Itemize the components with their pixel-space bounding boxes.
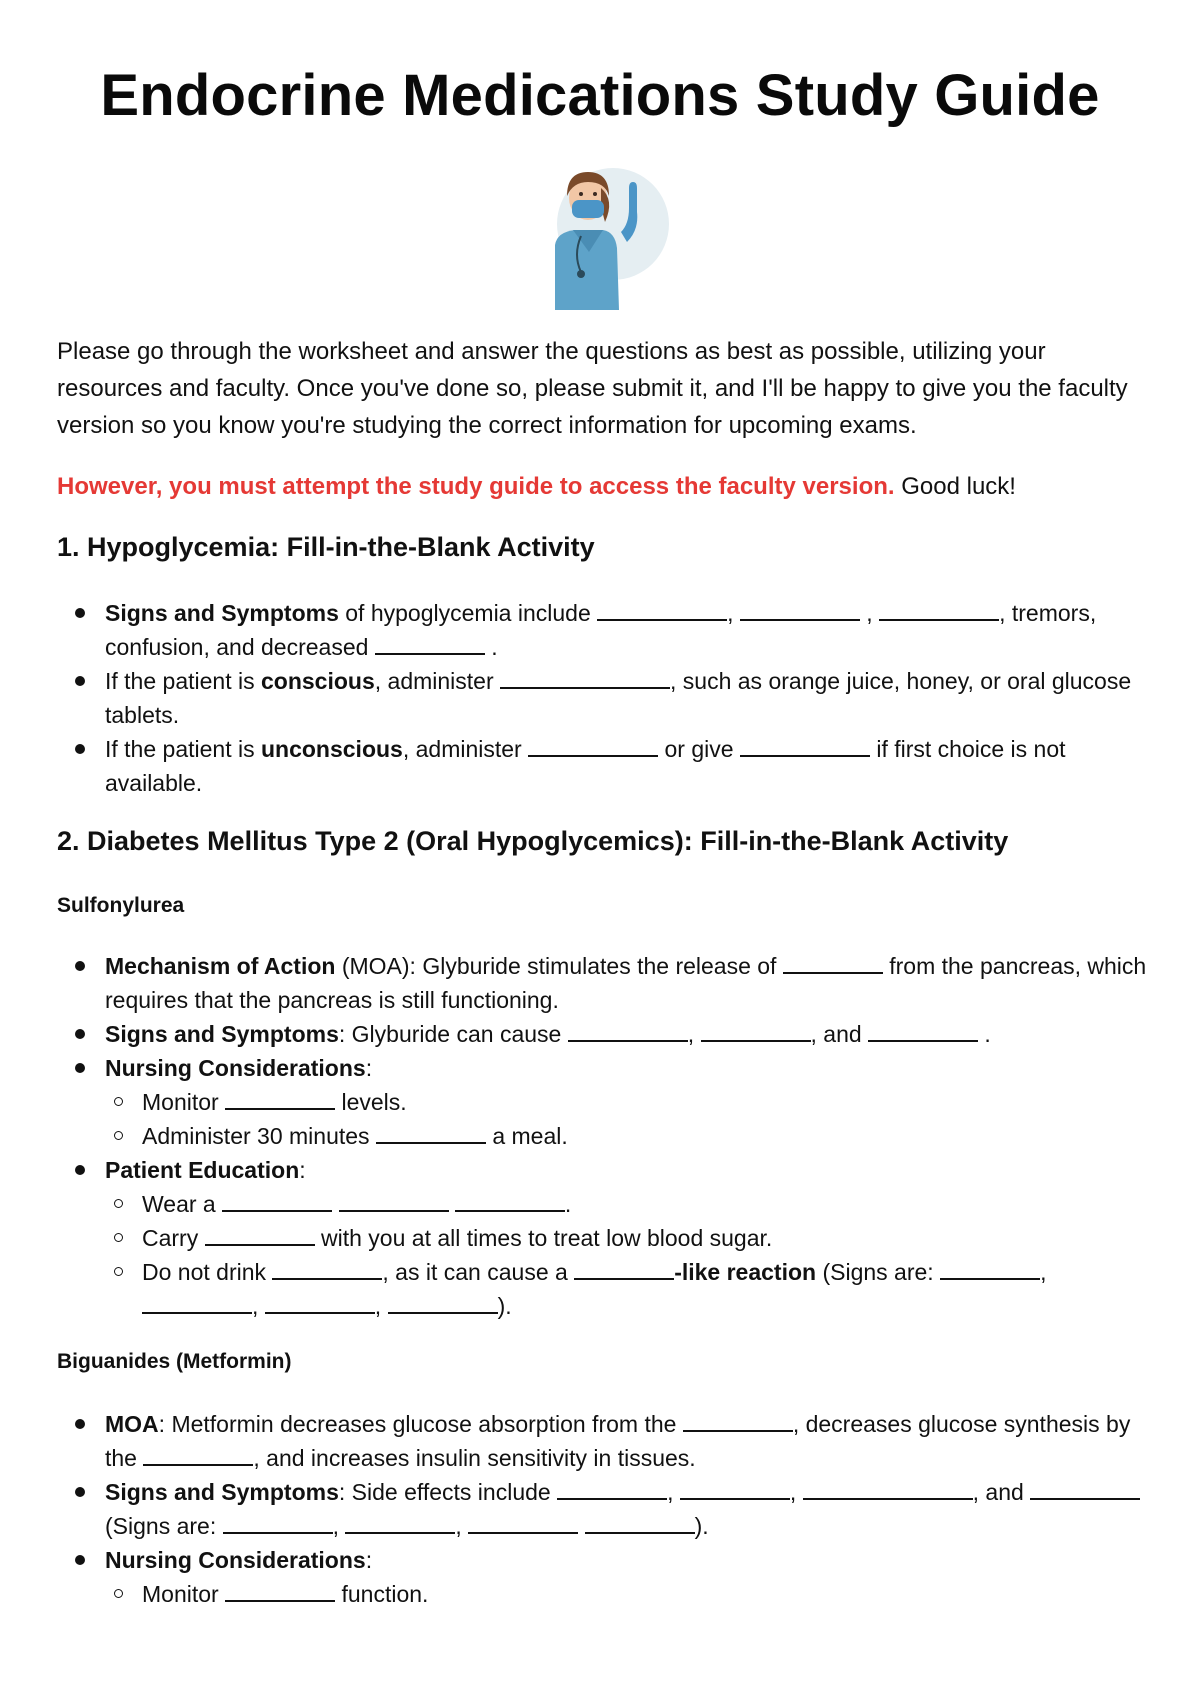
answer-blank[interactable] [223,1510,333,1534]
sub-list-item: Monitor levels. [105,1085,1157,1119]
nursing-considerations-list [105,1577,1157,1611]
answer-blank[interactable] [528,733,658,757]
answer-blank[interactable] [597,597,727,621]
subheading-biguanides: Biguanides (Metformin) [57,1350,292,1373]
answer-blank[interactable] [272,1256,382,1280]
answer-blank[interactable] [345,1510,455,1534]
nurse-illustration-icon [545,160,675,310]
sub-list-item: Carry with you at all times to treat low blood sugar. [105,1221,1157,1255]
sulfonylurea-list [57,949,1157,1323]
answer-blank[interactable] [783,950,883,974]
answer-blank[interactable] [468,1510,578,1534]
answer-blank[interactable] [557,1476,667,1500]
answer-blank[interactable] [574,1256,674,1280]
intro-paragraph: Please go through the worksheet and answer the questions as best as possible, utilizing your resources and faculty. Once you've done so, please submit it, and I'll be happy to give you the faculty version so you know you're studying the correct information for upcoming exams. [57,338,1128,439]
answer-blank[interactable] [680,1476,790,1500]
subheading-sulfonylurea: Sulfonylurea [57,894,185,917]
list-item: Signs and Symptoms of hypoglycemia include , , , tremors, confusion, and decreased . [57,596,1157,664]
answer-blank[interactable] [222,1188,332,1212]
answer-blank[interactable] [225,1578,335,1602]
list-item: Signs and Symptoms: Glyburide can cause , , and . [57,1017,1157,1051]
access-notice [57,468,1157,505]
answer-blank[interactable] [683,1408,793,1432]
answer-blank[interactable] [205,1222,315,1246]
answer-blank[interactable] [376,1120,486,1144]
answer-blank[interactable] [740,597,860,621]
list-item: Patient Education: Wear a . Carry with you at all times to treat low blood sugar. Do not drink , as it can cause a -like reaction (Signs are: , , , ). [57,1153,1157,1323]
answer-blank[interactable] [803,1476,973,1500]
answer-blank[interactable] [143,1442,253,1466]
answer-blank[interactable] [455,1188,565,1212]
page-title: Endocrine Medications Study Guide [100,63,1100,128]
biguanides-list [57,1407,1157,1611]
sub-list-item: Do not drink , as it can cause a -like reaction (Signs are: , , , ). [105,1255,1157,1323]
list-item: If the patient is conscious, administer , such as orange juice, honey, or oral glucose tablets. [57,664,1157,732]
answer-blank[interactable] [701,1018,811,1042]
list-item: Nursing Considerations: Monitor levels. Administer 30 minutes a meal. [57,1051,1157,1153]
section-heading-diabetes-type-2: 2. Diabetes Mellitus Type 2 (Oral Hypoglycemics): Fill-in-the-Blank Activity [57,826,1009,856]
answer-blank[interactable] [1030,1476,1140,1500]
answer-blank[interactable] [375,631,485,655]
answer-blank[interactable] [339,1188,449,1212]
answer-blank[interactable] [740,733,870,757]
answer-blank[interactable] [225,1086,335,1110]
answer-blank[interactable] [879,597,999,621]
list-item: Nursing Considerations: Monitor function. [57,1543,1157,1611]
sub-list-item: Wear a . [105,1187,1157,1221]
section-heading-hypoglycemia: 1. Hypoglycemia: Fill-in-the-Blank Activity [57,532,595,562]
patient-education-list [105,1187,1157,1323]
answer-blank[interactable] [568,1018,688,1042]
answer-blank[interactable] [142,1290,252,1314]
list-item: MOA: Metformin decreases glucose absorption from the , decreases glucose synthesis by the , and increases insulin sensitivity in tissues. [57,1407,1157,1475]
sub-list-item: Monitor function. [105,1577,1157,1611]
answer-blank[interactable] [940,1256,1040,1280]
warning-text: However, you must attempt the study guide to access the faculty version. [57,473,895,500]
hypoglycemia-list [57,596,1157,800]
list-item: Signs and Symptoms: Side effects include , , , and (Signs are: , , ). [57,1475,1157,1543]
list-item: If the patient is unconscious, administer or give if first choice is not available. [57,732,1157,800]
answer-blank[interactable] [388,1290,498,1314]
answer-blank[interactable] [500,665,670,689]
answer-blank[interactable] [868,1018,978,1042]
sub-list-item: Administer 30 minutes a meal. [105,1119,1157,1153]
closing-text: Good luck! [894,473,1016,500]
answer-blank[interactable] [265,1290,375,1314]
answer-blank[interactable] [585,1510,695,1534]
list-item: Mechanism of Action (MOA): Glyburide stimulates the release of from the pancreas, which requires that the pancreas is still functioning. [57,949,1157,1017]
nursing-considerations-list [105,1085,1157,1153]
